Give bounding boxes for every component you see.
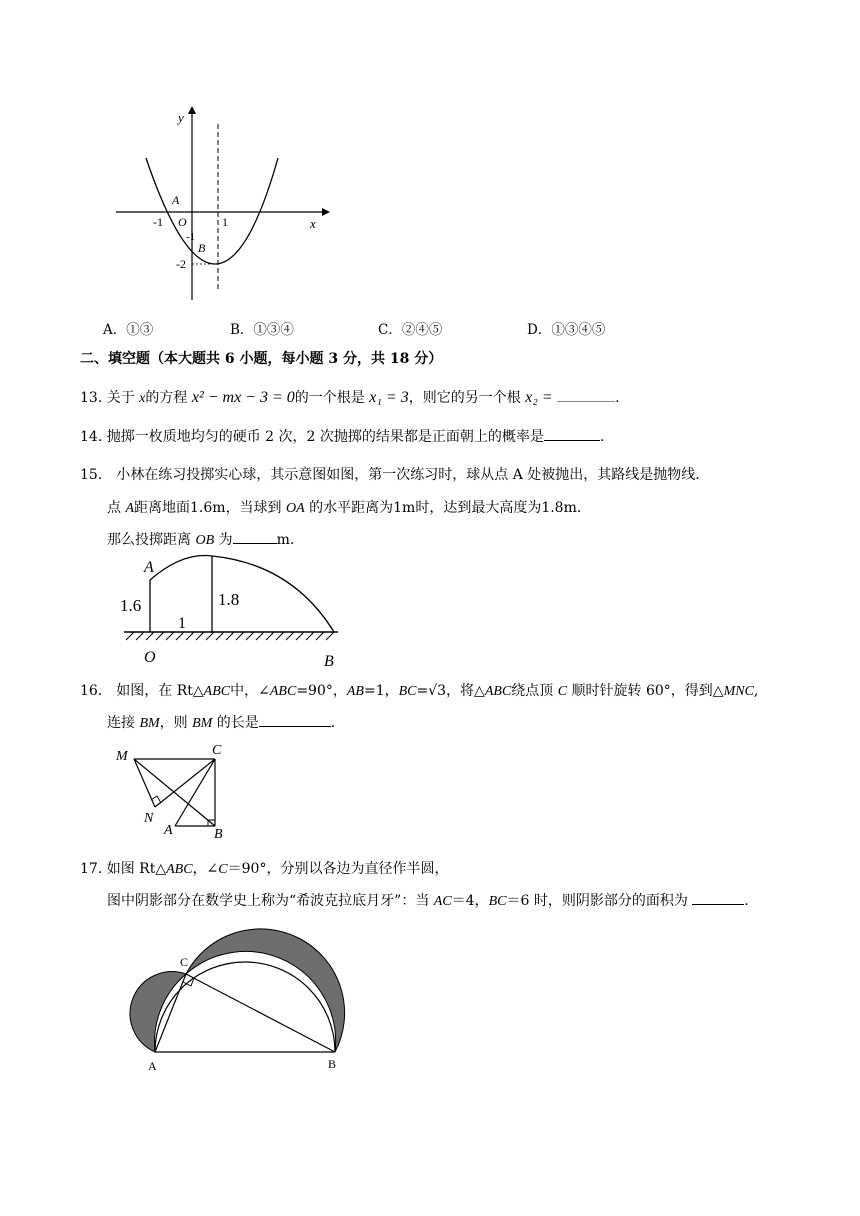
option-a: A．①③ (103, 322, 154, 338)
fig16-label-c: C (212, 743, 222, 758)
q15-l2d: 的水平距离为 (304, 500, 394, 516)
q17-C: C (218, 862, 228, 877)
q15-l3a: 那么投掷距离 (107, 532, 196, 548)
question-17-line2 (107, 890, 749, 910)
q17-l2b: ＝4， (451, 893, 489, 909)
question-16-line2 (107, 712, 335, 732)
q13-answer-blank[interactable] (557, 389, 615, 402)
fig16-label-n: N (144, 811, 154, 826)
q16-bc: BC (398, 684, 417, 699)
q13-mid2: 的一个根是 (294, 390, 370, 406)
q17-l2c: ＝6 时，则阴影部分的面积为 (506, 893, 693, 909)
ground-hatch (126, 632, 334, 640)
q16-d: =1， (363, 683, 399, 699)
q15-l2b: 距离地面 (134, 500, 191, 516)
section-heading: 二、填空题（本大题共 6 小题，每小题 3 分，共 18 分） (80, 351, 443, 367)
q15-l3-OB: OB (195, 533, 215, 548)
q15-l3b: 为 (214, 532, 233, 548)
q16-mnc: MNC (723, 684, 754, 699)
fig15-label-18: 1.8 (218, 590, 240, 609)
q17-bc: BC (488, 894, 507, 909)
question-17-line1 (80, 858, 448, 878)
q15-l2c: ，当球到 (225, 500, 287, 516)
q14-number: 14. (80, 429, 103, 445)
q17-b: ，∠ (192, 861, 219, 877)
tick-neg1-label: -1 (153, 215, 163, 229)
q14-end: . (599, 429, 605, 445)
q16-f: ，将△ (446, 683, 485, 699)
q15-l3-end: . (289, 532, 295, 548)
lune-figure (120, 922, 360, 1078)
q17-l2-end: . (744, 893, 749, 909)
q16-b: 中，∠ (230, 683, 270, 699)
x-axis-label: x (310, 216, 316, 231)
q16-ab: AB (346, 684, 364, 699)
q15-l2-h: 1.6m (190, 500, 226, 516)
q17-l2a: 图中阴影部分在数学史上称为“希波克拉底月牙”：当 (107, 893, 434, 909)
q15-l2a: 点 (107, 500, 126, 516)
question-15-line2 (107, 497, 581, 517)
q13-root2: x₂ = (525, 389, 553, 406)
fig15-label-b: B (324, 653, 334, 670)
q17-ac: AC (433, 894, 452, 909)
segment-ac (175, 759, 215, 826)
segment-cb (186, 974, 335, 1052)
q15-l2e: 时，达到最大高度为 (415, 500, 542, 516)
q16-e: =√3 (416, 683, 447, 699)
q16-angle: ABC (269, 684, 297, 699)
q15-answer-blank[interactable] (233, 531, 277, 544)
option-b: B．①③④ (230, 322, 294, 338)
q16-i: , (753, 683, 759, 699)
question-13 (80, 387, 620, 407)
q15-l2-h2: 1.8m (541, 500, 577, 516)
option-c: C．②④⑤ (378, 322, 443, 338)
segment-nc (155, 759, 215, 807)
q17-number: 17. (80, 861, 103, 877)
fig17-label-b: B (328, 1057, 337, 1071)
y-axis-label: y (178, 110, 184, 125)
parabola-graph (110, 100, 330, 310)
q13-pre: 关于 (106, 390, 140, 406)
q16-l2b: ，则 (159, 715, 193, 731)
q17-c: ＝90°，分别以各边为直径作半圆， (227, 861, 449, 877)
q13-var: x (139, 391, 146, 406)
q17-a: 如图 Rt△ (106, 861, 167, 877)
question-16-line1 (80, 680, 758, 700)
x-axis-arrow-icon (322, 208, 330, 216)
q13-end: . (615, 390, 620, 406)
q15-l2-d1: 1m (393, 500, 416, 516)
fig15-label-a: A (144, 559, 154, 576)
point-b-label: B (198, 241, 206, 255)
q13-equation: x² − mx − 3 = 0 (191, 389, 295, 406)
q13-number: 13. (80, 390, 103, 406)
q15-l2-A: A (125, 501, 135, 516)
tick-neg2-y-label: -2 (176, 257, 186, 271)
fig17-label-a: A (148, 1059, 157, 1073)
q14-answer-blank[interactable] (544, 428, 600, 441)
q16-l2-bm2: BM (192, 716, 213, 731)
q17-abc: ABC (166, 862, 193, 877)
question-15-line3 (107, 529, 294, 549)
point-a-label: A (172, 193, 180, 207)
q14-text: 抛掷一枚质地均匀的硬币 2 次，2 次抛掷的结果都是正面朝上的概率是 (106, 429, 544, 445)
q15-l2f: . (576, 500, 582, 516)
option-d: D．①③④⑤ (527, 322, 606, 338)
q16-l2-end: . (330, 715, 336, 731)
q16-h: 顺时针旋转 60°，得到△ (567, 683, 724, 699)
q16-c: =90°， (296, 683, 347, 699)
q16-number: 16． (80, 683, 112, 699)
q16-C: C (557, 684, 568, 699)
q16-abc2: ABC (484, 684, 512, 699)
fig15-label-1: 1 (178, 615, 186, 632)
q13-post: ，则它的另一个根 (408, 390, 526, 406)
q15-number: 15． (80, 467, 112, 483)
fig16-label-b: B (214, 827, 223, 840)
rotation-figure (112, 740, 242, 840)
q16-l2-bm: BM (139, 716, 160, 731)
fig16-label-m: M (116, 749, 128, 764)
q16-g: 绕点顶 (511, 683, 558, 699)
parabola-curve (146, 158, 278, 264)
q13-root1: x₁ = 3 (369, 389, 409, 406)
q17-answer-blank[interactable] (692, 892, 744, 905)
q16-answer-blank[interactable] (259, 714, 331, 727)
q15-l2-OA: OA (286, 501, 305, 516)
question-14 (80, 426, 604, 446)
fig16-label-a: A (164, 823, 173, 838)
large-lune (186, 929, 345, 1052)
fig17-label-c: C (180, 955, 189, 969)
origin-label: O (178, 215, 187, 229)
q16-l2c: 的长是 (212, 715, 259, 731)
tick-neg1-y-label: -1 (186, 231, 196, 243)
q15-unit: m (276, 532, 290, 548)
fig15-label-16: 1.6 (120, 596, 142, 615)
q16-a: 如图，在 Rt△ (116, 683, 204, 699)
q13-mid: 的方程 (145, 390, 192, 406)
tick-1-label: 1 (222, 215, 228, 229)
q16-abc: ABC (203, 684, 231, 699)
question-15-line1 (80, 464, 700, 484)
small-lune (130, 972, 186, 1052)
y-axis-arrow-icon (188, 106, 196, 114)
q15-line1: 小林在练习投掷实心球，其示意图如图，第一次练习时，球从点 A 处被抛出，其路线是抛物线. (116, 467, 700, 483)
fig15-label-o: O (144, 649, 156, 666)
throw-figure (112, 552, 352, 670)
q16-l2a: 连接 (107, 715, 140, 731)
